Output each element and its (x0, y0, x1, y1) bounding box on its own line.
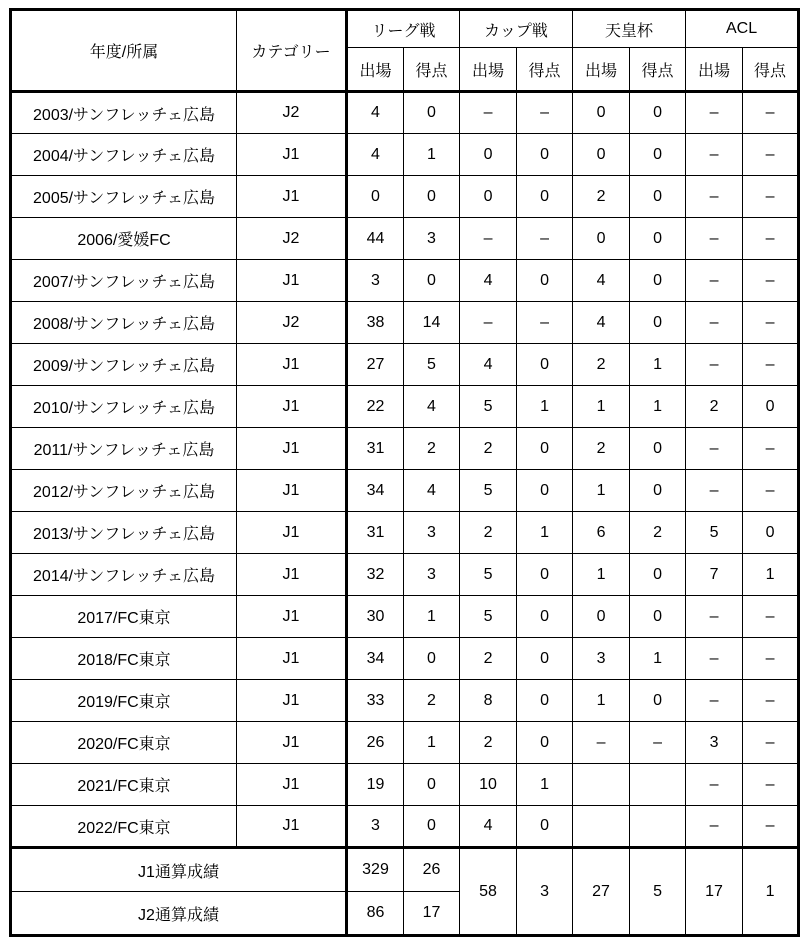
emperors-goals-cell: 0 (630, 680, 686, 722)
totals-row-j1 (11, 848, 799, 892)
league-appearances-cell: 34 (347, 470, 404, 512)
emperors-goals-cell: 0 (630, 134, 686, 176)
table-row (11, 806, 799, 848)
cup-goals-cell: – (517, 92, 573, 134)
league-appearances-cell: 26 (347, 722, 404, 764)
header-acl-goals: 得点 (743, 48, 799, 92)
category-cell: J1 (237, 176, 347, 218)
cup-appearances-cell: 5 (460, 470, 517, 512)
cup-goals-cell: 0 (517, 806, 573, 848)
emperors-appearances-cell: 4 (573, 302, 630, 344)
year-club-cell: 2010/サンフレッチェ広島 (11, 386, 237, 428)
table-row (11, 596, 799, 638)
table-row (11, 218, 799, 260)
header-year-club: 年度/所属 (11, 10, 237, 92)
acl-goals-cell: 1 (743, 554, 799, 596)
acl-appearances-cell: – (686, 302, 743, 344)
emperors-appearances-cell: 4 (573, 260, 630, 302)
emperors-appearances-cell: 0 (573, 134, 630, 176)
league-appearances-cell: 4 (347, 92, 404, 134)
header-group-emperors-cup: 天皇杯 (573, 10, 686, 48)
cup-goals-cell: – (517, 218, 573, 260)
acl-appearances-cell: – (686, 596, 743, 638)
category-cell: J1 (237, 428, 347, 470)
totals-acl-appearances: 17 (686, 848, 743, 936)
cup-goals-cell: 0 (517, 596, 573, 638)
league-appearances-cell: 34 (347, 638, 404, 680)
table-row (11, 302, 799, 344)
emperors-goals-cell: 0 (630, 92, 686, 134)
acl-appearances-cell: – (686, 806, 743, 848)
league-goals-cell: 0 (404, 260, 460, 302)
emperors-appearances-cell: 1 (573, 554, 630, 596)
year-club-cell: 2003/サンフレッチェ広島 (11, 92, 237, 134)
league-appearances-cell: 31 (347, 428, 404, 470)
acl-goals-cell: – (743, 176, 799, 218)
emperors-goals-cell: 0 (630, 302, 686, 344)
totals-j2-label: J2通算成績 (11, 892, 347, 936)
year-club-cell: 2007/サンフレッチェ広島 (11, 260, 237, 302)
category-cell: J1 (237, 596, 347, 638)
table-row (11, 134, 799, 176)
cup-appearances-cell: 2 (460, 638, 517, 680)
totals-cup-appearances: 58 (460, 848, 517, 936)
league-goals-cell: 1 (404, 596, 460, 638)
header-cup-goals: 得点 (517, 48, 573, 92)
year-club-cell: 2018/FC東京 (11, 638, 237, 680)
table-body (11, 92, 799, 848)
cup-appearances-cell: 0 (460, 134, 517, 176)
year-club-cell: 2014/サンフレッチェ広島 (11, 554, 237, 596)
header-league-goals: 得点 (404, 48, 460, 92)
cup-appearances-cell: 4 (460, 344, 517, 386)
league-appearances-cell: 19 (347, 764, 404, 806)
emperors-appearances-cell: 2 (573, 176, 630, 218)
league-goals-cell: 0 (404, 638, 460, 680)
category-cell: J1 (237, 680, 347, 722)
totals-j1-league-goals: 26 (404, 848, 460, 892)
header-group-cup: カップ戦 (460, 10, 573, 48)
acl-goals-cell: – (743, 722, 799, 764)
league-goals-cell: 3 (404, 554, 460, 596)
totals-j2-league-goals: 17 (404, 892, 460, 936)
league-goals-cell: 1 (404, 134, 460, 176)
cup-appearances-cell: 2 (460, 428, 517, 470)
totals-j2-league-appearances: 86 (347, 892, 404, 936)
table-row (11, 386, 799, 428)
acl-appearances-cell: – (686, 218, 743, 260)
category-cell: J1 (237, 344, 347, 386)
table-row (11, 260, 799, 302)
acl-goals-cell: – (743, 302, 799, 344)
acl-goals-cell: – (743, 638, 799, 680)
cup-goals-cell: – (517, 302, 573, 344)
emperors-appearances-cell: 6 (573, 512, 630, 554)
year-club-cell: 2022/FC東京 (11, 806, 237, 848)
acl-goals-cell: 0 (743, 386, 799, 428)
league-appearances-cell: 30 (347, 596, 404, 638)
year-club-cell: 2021/FC東京 (11, 764, 237, 806)
cup-appearances-cell: – (460, 218, 517, 260)
cup-appearances-cell: 2 (460, 512, 517, 554)
cup-appearances-cell: 5 (460, 386, 517, 428)
emperors-appearances-cell (573, 806, 630, 848)
cup-goals-cell: 0 (517, 176, 573, 218)
league-goals-cell: 3 (404, 218, 460, 260)
league-appearances-cell: 44 (347, 218, 404, 260)
emperors-appearances-cell (573, 764, 630, 806)
emperors-goals-cell: 0 (630, 218, 686, 260)
table-row (11, 428, 799, 470)
header-league-appearances: 出場 (347, 48, 404, 92)
cup-goals-cell: 1 (517, 764, 573, 806)
category-cell: J1 (237, 806, 347, 848)
totals-acl-goals: 1 (743, 848, 799, 936)
emperors-goals-cell (630, 764, 686, 806)
emperors-appearances-cell: 0 (573, 92, 630, 134)
league-goals-cell: 14 (404, 302, 460, 344)
acl-goals-cell: – (743, 344, 799, 386)
year-club-cell: 2020/FC東京 (11, 722, 237, 764)
year-club-cell: 2012/サンフレッチェ広島 (11, 470, 237, 512)
table-row (11, 764, 799, 806)
career-stats-table (9, 8, 800, 937)
league-appearances-cell: 0 (347, 176, 404, 218)
acl-goals-cell: – (743, 806, 799, 848)
league-goals-cell: 0 (404, 176, 460, 218)
table-totals (11, 848, 799, 936)
table-row (11, 92, 799, 134)
year-club-cell: 2008/サンフレッチェ広島 (11, 302, 237, 344)
acl-goals-cell: – (743, 596, 799, 638)
league-appearances-cell: 38 (347, 302, 404, 344)
category-cell: J2 (237, 302, 347, 344)
acl-appearances-cell: – (686, 134, 743, 176)
cup-appearances-cell: 10 (460, 764, 517, 806)
emperors-appearances-cell: 2 (573, 428, 630, 470)
header-emperors-appearances: 出場 (573, 48, 630, 92)
cup-appearances-cell: 8 (460, 680, 517, 722)
cup-goals-cell: 0 (517, 260, 573, 302)
league-goals-cell: 0 (404, 764, 460, 806)
acl-goals-cell: – (743, 680, 799, 722)
emperors-appearances-cell: 2 (573, 344, 630, 386)
league-goals-cell: 3 (404, 512, 460, 554)
header-emperors-goals: 得点 (630, 48, 686, 92)
cup-goals-cell: 0 (517, 428, 573, 470)
league-goals-cell: 4 (404, 386, 460, 428)
cup-appearances-cell: 2 (460, 722, 517, 764)
table-row (11, 680, 799, 722)
acl-appearances-cell: 7 (686, 554, 743, 596)
league-appearances-cell: 27 (347, 344, 404, 386)
category-cell: J2 (237, 218, 347, 260)
year-club-cell: 2017/FC東京 (11, 596, 237, 638)
acl-appearances-cell: – (686, 764, 743, 806)
cup-appearances-cell: 5 (460, 596, 517, 638)
year-club-cell: 2013/サンフレッチェ広島 (11, 512, 237, 554)
cup-appearances-cell: 4 (460, 806, 517, 848)
category-cell: J1 (237, 386, 347, 428)
category-cell: J1 (237, 554, 347, 596)
header-group-row (11, 10, 799, 48)
emperors-goals-cell: 0 (630, 596, 686, 638)
acl-goals-cell: – (743, 470, 799, 512)
cup-goals-cell: 0 (517, 554, 573, 596)
league-goals-cell: 0 (404, 806, 460, 848)
acl-appearances-cell: 5 (686, 512, 743, 554)
emperors-goals-cell: – (630, 722, 686, 764)
league-appearances-cell: 31 (347, 512, 404, 554)
category-cell: J1 (237, 764, 347, 806)
acl-goals-cell: – (743, 428, 799, 470)
league-appearances-cell: 22 (347, 386, 404, 428)
cup-appearances-cell: – (460, 302, 517, 344)
acl-appearances-cell: – (686, 470, 743, 512)
emperors-goals-cell: 1 (630, 638, 686, 680)
cup-goals-cell: 0 (517, 470, 573, 512)
table-row (11, 344, 799, 386)
league-goals-cell: 0 (404, 92, 460, 134)
year-club-cell: 2004/サンフレッチェ広島 (11, 134, 237, 176)
league-appearances-cell: 33 (347, 680, 404, 722)
league-goals-cell: 5 (404, 344, 460, 386)
emperors-appearances-cell: – (573, 722, 630, 764)
header-group-acl: ACL (686, 10, 799, 48)
table-header (11, 10, 799, 92)
cup-goals-cell: 0 (517, 134, 573, 176)
totals-j1-league-appearances: 329 (347, 848, 404, 892)
totals-j1-label: J1通算成績 (11, 848, 347, 892)
league-appearances-cell: 3 (347, 260, 404, 302)
acl-appearances-cell: 2 (686, 386, 743, 428)
emperors-goals-cell: 0 (630, 470, 686, 512)
acl-appearances-cell: – (686, 638, 743, 680)
acl-appearances-cell: – (686, 260, 743, 302)
emperors-appearances-cell: 3 (573, 638, 630, 680)
acl-goals-cell: – (743, 764, 799, 806)
acl-appearances-cell: – (686, 428, 743, 470)
emperors-goals-cell: 2 (630, 512, 686, 554)
cup-appearances-cell: – (460, 92, 517, 134)
category-cell: J1 (237, 512, 347, 554)
category-cell: J1 (237, 638, 347, 680)
acl-goals-cell: – (743, 260, 799, 302)
category-cell: J1 (237, 260, 347, 302)
cup-goals-cell: 1 (517, 386, 573, 428)
acl-appearances-cell: – (686, 92, 743, 134)
totals-emperors-appearances: 27 (573, 848, 630, 936)
emperors-appearances-cell: 1 (573, 470, 630, 512)
emperors-appearances-cell: 0 (573, 596, 630, 638)
acl-appearances-cell: – (686, 344, 743, 386)
cup-goals-cell: 0 (517, 638, 573, 680)
table-row (11, 176, 799, 218)
year-club-cell: 2011/サンフレッチェ広島 (11, 428, 237, 470)
year-club-cell: 2009/サンフレッチェ広島 (11, 344, 237, 386)
table-row (11, 638, 799, 680)
acl-goals-cell: – (743, 92, 799, 134)
emperors-appearances-cell: 0 (573, 218, 630, 260)
table-row (11, 470, 799, 512)
category-cell: J2 (237, 92, 347, 134)
header-acl-appearances: 出場 (686, 48, 743, 92)
header-cup-appearances: 出場 (460, 48, 517, 92)
cup-goals-cell: 1 (517, 512, 573, 554)
year-club-cell: 2019/FC東京 (11, 680, 237, 722)
emperors-goals-cell (630, 806, 686, 848)
year-club-cell: 2006/愛媛FC (11, 218, 237, 260)
cup-appearances-cell: 0 (460, 176, 517, 218)
table-row (11, 554, 799, 596)
acl-appearances-cell: 3 (686, 722, 743, 764)
acl-appearances-cell: – (686, 680, 743, 722)
category-cell: J1 (237, 470, 347, 512)
cup-appearances-cell: 4 (460, 260, 517, 302)
emperors-goals-cell: 1 (630, 344, 686, 386)
emperors-goals-cell: 0 (630, 554, 686, 596)
header-group-league: リーグ戦 (347, 10, 460, 48)
category-cell: J1 (237, 722, 347, 764)
cup-goals-cell: 0 (517, 344, 573, 386)
league-appearances-cell: 3 (347, 806, 404, 848)
year-club-cell: 2005/サンフレッチェ広島 (11, 176, 237, 218)
totals-cup-goals: 3 (517, 848, 573, 936)
league-goals-cell: 2 (404, 680, 460, 722)
table-row (11, 722, 799, 764)
cup-goals-cell: 0 (517, 680, 573, 722)
cup-goals-cell: 0 (517, 722, 573, 764)
league-appearances-cell: 4 (347, 134, 404, 176)
emperors-appearances-cell: 1 (573, 386, 630, 428)
league-goals-cell: 2 (404, 428, 460, 470)
league-goals-cell: 1 (404, 722, 460, 764)
emperors-goals-cell: 0 (630, 260, 686, 302)
totals-emperors-goals: 5 (630, 848, 686, 936)
emperors-goals-cell: 1 (630, 386, 686, 428)
cup-appearances-cell: 5 (460, 554, 517, 596)
emperors-appearances-cell: 1 (573, 680, 630, 722)
league-goals-cell: 4 (404, 470, 460, 512)
acl-goals-cell: – (743, 218, 799, 260)
acl-goals-cell: 0 (743, 512, 799, 554)
table-row (11, 512, 799, 554)
header-category: カテゴリー (237, 10, 347, 92)
emperors-goals-cell: 0 (630, 176, 686, 218)
emperors-goals-cell: 0 (630, 428, 686, 470)
acl-appearances-cell: – (686, 176, 743, 218)
category-cell: J1 (237, 134, 347, 176)
acl-goals-cell: – (743, 134, 799, 176)
league-appearances-cell: 32 (347, 554, 404, 596)
